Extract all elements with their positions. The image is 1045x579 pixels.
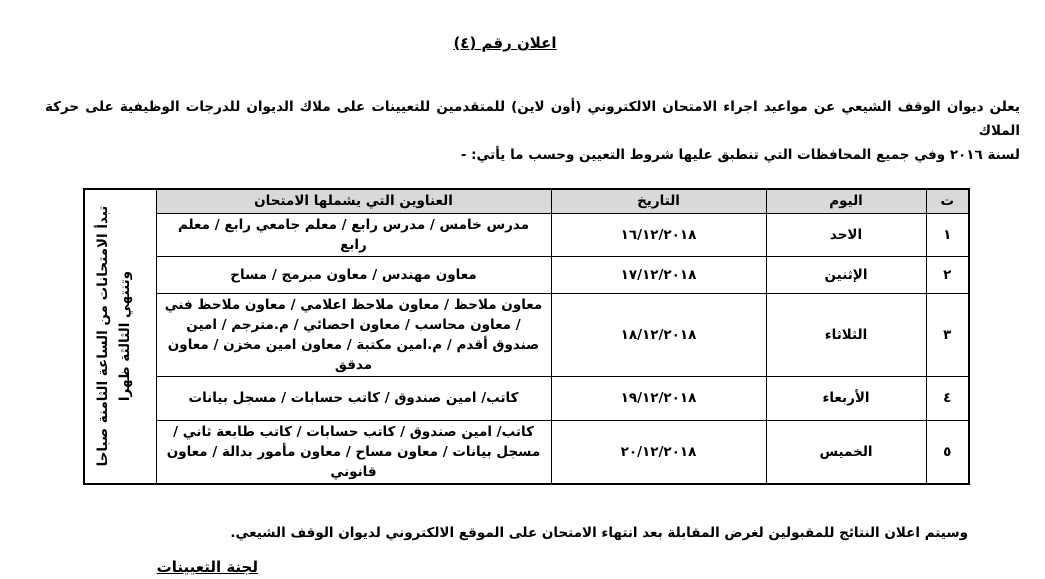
exam-date: ١٨/١٢/٢٠١٨	[620, 326, 697, 343]
intro-line: يعلن ديوان الوقف الشيعي عن مواعيد اجراء الامتحان الالكتروني (أون لاين) للمتقدمين للتعيينات على ملاك الديوان للدرجات الوظيفية على حركة الملاك	[45, 99, 1020, 139]
exam-hours-note	[84, 189, 156, 484]
row-number-cell: ٢	[926, 256, 969, 293]
positions-cell: مدرس خامس / مدرس رابع / معلم جامعي رابع / معلم رابع	[156, 213, 551, 256]
intro-line: لسنة ٢٠١٦ وفي جميع المحافظات التي تنطبق عليها شروط التعيين وحسب ما يأتي: -	[460, 147, 1020, 163]
day-cell: الإثنين	[766, 256, 926, 293]
positions-cell: كاتب/ امين صندوق / كاتب حسابات / مسجل بيانات	[156, 376, 551, 420]
header-day: اليوم	[766, 189, 926, 213]
row-number-cell: ١	[926, 213, 969, 256]
exam-hours-note-line: تبدأ الامتحانات من الساعة الثامنة صباحا	[95, 205, 111, 467]
table-row	[84, 420, 969, 484]
table-row	[84, 213, 969, 256]
exam-schedule-table	[83, 188, 970, 485]
announcement-title-text: اعلان رقم (٤)	[453, 34, 557, 52]
exam-hours-note-text	[92, 205, 136, 467]
signature	[157, 557, 258, 577]
positions-cell: معاون ملاحظ / معاون ملاحظ اعلامي / معاون ملاحظ فني / معاون محاسب / معاون احصائي / م.مترجم / امين صندوق أقدم / م.امين مكتبة / معاون امين مخزن / معاون مدقق	[156, 293, 551, 376]
table-row	[84, 293, 969, 376]
row-number-cell: ٥	[926, 420, 969, 484]
exam-date: ٢٠/١٢/٢٠١٨	[620, 443, 697, 460]
date-cell	[551, 293, 766, 376]
date-cell	[551, 256, 766, 293]
header-number: ت	[926, 189, 969, 213]
date-cell	[551, 420, 766, 484]
row-number-cell: ٤	[926, 376, 969, 420]
day-cell: الأربعاء	[766, 376, 926, 420]
announcement-title	[0, 33, 1010, 53]
date-cell	[551, 376, 766, 420]
exam-date: ١٧/١٢/٢٠١٨	[620, 266, 697, 283]
day-cell: الخميس	[766, 420, 926, 484]
positions-cell: كاتب/ امين صندوق / كاتب حسابات / كاتب طابعة ثاني / مسجل بيانات / معاون مساح / معاون مأمور بدالة / معاون قانوني	[156, 420, 551, 484]
exam-date: ١٩/١٢/٢٠١٨	[620, 390, 697, 406]
exam-hours-note-line: وتنتهي الثالثة ظهرا	[117, 271, 133, 402]
day-cell: الاحد	[766, 213, 926, 256]
header-positions: العناوين التي يشملها الامتحان	[156, 189, 551, 213]
table-row	[84, 376, 969, 420]
exam-hours-note-box	[84, 203, 150, 469]
intro-paragraph	[45, 95, 1020, 167]
day-cell: الثلاثاء	[766, 293, 926, 376]
exam-date: ١٦/١٢/٢٠١٨	[620, 226, 697, 243]
table-header-row	[84, 189, 969, 213]
closing-paragraph: وسيتم اعلان النتائج للمقبولين لغرض المقابلة بعد انتهاء الامتحان على الموقع الالكتروني لديوان الوقف الشيعي.	[230, 525, 968, 541]
positions-cell: معاون مهندس / معاون مبرمج / مساح	[156, 256, 551, 293]
date-cell	[551, 213, 766, 256]
header-date: التاريخ	[551, 189, 766, 213]
table-row	[84, 256, 969, 293]
row-number-cell: ٣	[926, 293, 969, 376]
signature-text: لجنة التعيينات	[156, 558, 258, 576]
